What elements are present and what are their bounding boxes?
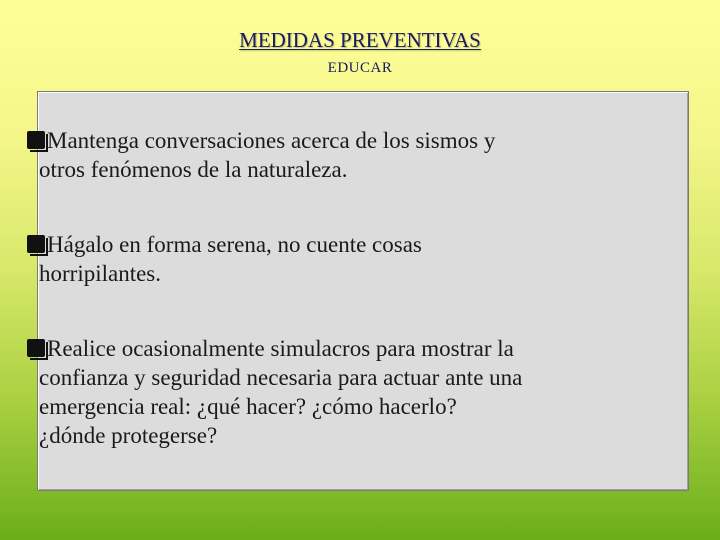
slide-subtitle: EDUCAR (327, 60, 393, 76)
list-item (39, 126, 639, 184)
list-item-line: confianza y seguridad necesaria para actuar ante una (39, 365, 523, 390)
checkbox-square-icon (27, 131, 45, 149)
list-item-line: otros fenómenos de la naturaleza. (39, 157, 348, 182)
list-item-line: ¿dónde protegerse? (39, 423, 218, 448)
list-item-line: Realice ocasionalmente simulacros para mostrar la (47, 336, 514, 361)
checkbox-square-icon (27, 235, 45, 253)
list-item-line: Hágalo en forma serena, no cuente cosas (47, 232, 422, 257)
slide-title: MEDIDAS PREVENTIVAS (239, 28, 481, 52)
list-item-line: Mantenga conversaciones acerca de los sismos y (47, 128, 496, 153)
list-item (39, 334, 639, 450)
list-item-line: horripilantes. (39, 261, 161, 286)
list-item (39, 230, 639, 288)
checkbox-square-icon (27, 339, 45, 357)
list-item-line: emergencia real: ¿qué hacer? ¿cómo hacerlo? (39, 394, 457, 419)
